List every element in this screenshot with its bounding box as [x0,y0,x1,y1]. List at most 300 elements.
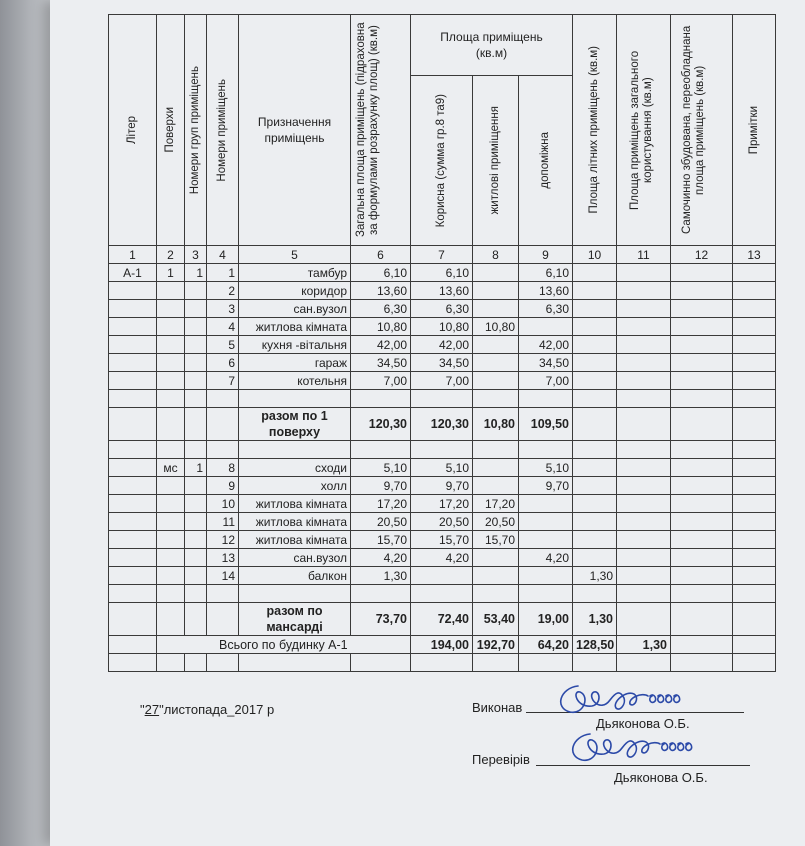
summer-area-cell [573,318,617,336]
floor-cell [157,318,185,336]
total-area-cell: 42,00 [351,336,411,354]
illegal-area-cell [671,459,733,477]
empty-cell [185,603,207,636]
empty-cell [109,636,157,654]
living-area-cell [473,477,519,495]
empty-cell [157,585,185,603]
living-area-cell [473,354,519,372]
empty-cell [207,603,239,636]
purpose-cell: житлова кімната [239,531,351,549]
living-area-cell: 15,70 [473,531,519,549]
table-row [109,513,776,531]
empty-cell [733,441,776,459]
performed-name: Дьяконова О.Б. [596,716,690,731]
table-row [109,495,776,513]
useful-area-cell: 6,10 [411,264,473,282]
useful-area-cell: 13,60 [411,282,473,300]
summary-total: 73,70 [351,603,411,636]
column-number: 12 [671,246,733,264]
empty-cell [207,441,239,459]
table-row [109,459,776,477]
room-number-cell: 12 [207,531,239,549]
purpose-cell: тамбур [239,264,351,282]
date-rest: "листопада_2017 р [159,702,275,717]
useful-area-cell: 9,70 [411,477,473,495]
floor-cell [157,336,185,354]
empty-cell [239,654,351,672]
header-liter: Літер [109,15,157,246]
auxiliary-area-cell [519,567,573,585]
auxiliary-area-cell [519,531,573,549]
area-table [108,14,776,672]
liter-cell [109,513,157,531]
room-number-cell: 4 [207,318,239,336]
empty-cell [239,390,351,408]
liter-cell [109,477,157,495]
notes-cell [733,282,776,300]
common-area-cell [617,336,671,354]
date-day: 27 [144,702,160,717]
living-area-cell: 10,80 [473,318,519,336]
summer-area-cell [573,354,617,372]
total-area-cell: 6,30 [351,300,411,318]
group-cell: 1 [185,264,207,282]
summary-label: разом по 1 поверху [239,408,351,441]
common-area-cell [617,549,671,567]
illegal-area-cell [671,549,733,567]
auxiliary-area-cell [519,513,573,531]
purpose-cell: сходи [239,459,351,477]
empty-cell [573,390,617,408]
useful-area-cell [411,567,473,585]
summer-area-cell [573,372,617,390]
floor-cell [157,300,185,318]
total-area-cell: 4,20 [351,549,411,567]
table-row [109,318,776,336]
floor-cell [157,477,185,495]
room-number-cell: 1 [207,264,239,282]
empty-cell [733,585,776,603]
column-number: 8 [473,246,519,264]
floor-cell [157,567,185,585]
empty-cell [157,654,185,672]
empty-cell [185,585,207,603]
total-area-cell: 15,70 [351,531,411,549]
purpose-cell: холл [239,477,351,495]
auxiliary-area-cell: 7,00 [519,372,573,390]
grand-total-useful: 192,70 [473,636,519,654]
floor-cell [157,372,185,390]
header-notes: Примітки [733,15,776,246]
floor-cell [157,549,185,567]
empty-cell [671,408,733,441]
empty-row [109,654,776,672]
empty-cell [109,408,157,441]
empty-cell [519,390,573,408]
empty-cell [671,441,733,459]
empty-cell [411,585,473,603]
room-number-cell: 5 [207,336,239,354]
column-number: 7 [411,246,473,264]
room-number-cell: 10 [207,495,239,513]
common-area-cell [617,372,671,390]
empty-cell [109,654,157,672]
floor-cell [157,354,185,372]
summer-area-cell [573,531,617,549]
empty-cell [733,408,776,441]
empty-cell [617,654,671,672]
floor-cell [157,282,185,300]
empty-cell [185,441,207,459]
table-row [109,372,776,390]
empty-row [109,390,776,408]
common-area-cell [617,318,671,336]
empty-cell [109,603,157,636]
total-area-cell: 6,10 [351,264,411,282]
header-summer: Площа літних приміщень (кв.м) [573,15,617,246]
liter-cell [109,282,157,300]
living-area-cell [473,372,519,390]
summer-area-cell [573,264,617,282]
notes-cell [733,567,776,585]
notes-cell [733,264,776,282]
group-cell [185,300,207,318]
empty-cell [157,441,185,459]
notes-cell [733,513,776,531]
notes-cell [733,477,776,495]
summer-area-cell [573,336,617,354]
notes-cell [733,531,776,549]
column-number: 10 [573,246,617,264]
notes-cell [733,354,776,372]
empty-cell [157,408,185,441]
room-number-cell: 7 [207,372,239,390]
total-area-cell: 5,10 [351,459,411,477]
summary-label: разом по мансарді [239,603,351,636]
summary-aux: 109,50 [519,408,573,441]
empty-cell [411,390,473,408]
empty-row [109,441,776,459]
floor-cell [157,495,185,513]
empty-row [109,585,776,603]
total-area-cell: 13,60 [351,282,411,300]
room-number-cell: 3 [207,300,239,318]
notes-cell [733,336,776,354]
empty-cell [207,585,239,603]
column-number: 11 [617,246,671,264]
empty-cell [207,408,239,441]
living-area-cell [473,336,519,354]
useful-area-cell: 6,30 [411,300,473,318]
common-area-cell [617,354,671,372]
group-cell [185,477,207,495]
liter-cell [109,495,157,513]
total-area-cell: 20,50 [351,513,411,531]
empty-cell [573,654,617,672]
page-shadow [0,0,50,846]
group-cell [185,354,207,372]
table-row [109,264,776,282]
liter-cell [109,549,157,567]
living-area-cell: 17,20 [473,495,519,513]
summary-living: 53,40 [473,603,519,636]
group-cell [185,318,207,336]
useful-area-cell: 20,50 [411,513,473,531]
grand-total-total: 194,00 [411,636,473,654]
liter-cell [109,531,157,549]
common-area-cell [617,264,671,282]
living-area-cell [473,459,519,477]
liter-cell [109,567,157,585]
empty-cell [671,603,733,636]
column-number: 3 [185,246,207,264]
useful-area-cell: 42,00 [411,336,473,354]
auxiliary-area-cell: 13,60 [519,282,573,300]
column-number: 1 [109,246,157,264]
auxiliary-area-cell: 6,10 [519,264,573,282]
header-floors: Поверхи [157,15,185,246]
illegal-area-cell [671,336,733,354]
empty-cell [207,390,239,408]
grand-total-aux: 128,50 [573,636,617,654]
summary-living: 10,80 [473,408,519,441]
notes-cell [733,300,776,318]
header-common: Площа приміщень загального користування (кв.м) [617,15,671,246]
summer-area-cell [573,513,617,531]
header-useful: Корисна (сумма гр.8 та9) [411,76,473,246]
empty-cell [351,585,411,603]
liter-cell: А-1 [109,264,157,282]
illegal-area-cell [671,318,733,336]
illegal-area-cell [671,264,733,282]
summer-area-cell [573,282,617,300]
illegal-area-cell [671,300,733,318]
empty-cell [411,441,473,459]
summary-row [109,603,776,636]
empty-cell [351,390,411,408]
date-quote: " [140,702,145,717]
empty-cell [519,585,573,603]
notes-cell [733,549,776,567]
purpose-cell: сан.вузол [239,549,351,567]
notes-cell [733,495,776,513]
group-cell [185,495,207,513]
checked-label: Перевірів [472,752,530,767]
empty-cell [239,441,351,459]
room-number-cell: 8 [207,459,239,477]
empty-cell [185,654,207,672]
empty-cell [519,654,573,672]
summary-summer [573,408,617,441]
useful-area-cell: 10,80 [411,318,473,336]
empty-cell [573,441,617,459]
notes-cell [733,459,776,477]
purpose-cell: сан.вузол [239,300,351,318]
header-illegal: Самочинно збудована, переобладнана площа приміщень (кв.м) [671,15,733,246]
empty-cell [617,603,671,636]
group-cell [185,549,207,567]
living-area-cell [473,264,519,282]
liter-cell [109,354,157,372]
illegal-area-cell [671,531,733,549]
empty-cell [185,408,207,441]
empty-cell [109,441,157,459]
empty-cell [351,441,411,459]
total-area-cell: 17,20 [351,495,411,513]
summary-useful: 120,30 [411,408,473,441]
common-area-cell [617,567,671,585]
empty-cell [671,390,733,408]
empty-cell [671,636,733,654]
useful-area-cell: 17,20 [411,495,473,513]
column-number: 13 [733,246,776,264]
grand-total-row [109,636,776,654]
checked-name: Дьяконова О.Б. [614,770,708,785]
room-number-cell: 13 [207,549,239,567]
grand-total-living: 64,20 [519,636,573,654]
table-row [109,336,776,354]
living-area-cell [473,282,519,300]
header-group-numbers: Номери груп приміщень [185,15,207,246]
summary-useful: 72,40 [411,603,473,636]
grand-total-label: Всього по будинку А-1 [157,636,411,654]
empty-cell [157,390,185,408]
common-area-cell [617,282,671,300]
floor-cell: мс [157,459,185,477]
header-auxiliary: допоміжна [519,76,573,246]
illegal-area-cell [671,282,733,300]
floor-cell [157,531,185,549]
group-cell [185,531,207,549]
header-total-area: Загальна площа приміщень (підраховна за формулами розрахунку площ) (кв.м) [351,15,411,246]
living-area-cell [473,549,519,567]
empty-cell [109,390,157,408]
notes-cell [733,318,776,336]
floor-cell: 1 [157,264,185,282]
purpose-cell: житлова кімната [239,495,351,513]
empty-cell [109,585,157,603]
header-row-top [109,15,776,76]
header-purpose: Призначення приміщень [239,15,351,246]
purpose-cell: житлова кімната [239,318,351,336]
empty-cell [519,441,573,459]
illegal-area-cell [671,495,733,513]
table-row [109,567,776,585]
room-number-cell: 2 [207,282,239,300]
group-cell [185,282,207,300]
useful-area-cell: 7,00 [411,372,473,390]
empty-cell [351,654,411,672]
performed-label: Виконав [472,700,523,715]
illegal-area-cell [671,354,733,372]
empty-cell [411,654,473,672]
area-table-body [109,246,776,672]
summary-row [109,408,776,441]
empty-cell [239,585,351,603]
common-area-cell [617,459,671,477]
total-area-cell: 7,00 [351,372,411,390]
auxiliary-area-cell: 5,10 [519,459,573,477]
room-number-cell: 9 [207,477,239,495]
liter-cell [109,300,157,318]
total-area-cell: 34,50 [351,354,411,372]
common-area-cell [617,531,671,549]
total-area-cell: 10,80 [351,318,411,336]
purpose-cell: котельня [239,372,351,390]
column-number: 4 [207,246,239,264]
auxiliary-area-cell: 9,70 [519,477,573,495]
group-cell [185,372,207,390]
group-cell [185,336,207,354]
header-living: житлові приміщення [473,76,519,246]
empty-cell [617,585,671,603]
header-area-group: Площа приміщень (кв.м) [411,15,573,76]
floor-cell [157,513,185,531]
summer-area-cell: 1,30 [573,567,617,585]
living-area-cell [473,300,519,318]
illegal-area-cell [671,513,733,531]
summer-area-cell [573,459,617,477]
liter-cell [109,318,157,336]
common-area-cell [617,300,671,318]
auxiliary-area-cell: 42,00 [519,336,573,354]
table-row [109,300,776,318]
common-area-cell [617,495,671,513]
grand-total-summer: 1,30 [617,636,671,654]
auxiliary-area-cell: 4,20 [519,549,573,567]
auxiliary-area-cell [519,318,573,336]
empty-cell [617,390,671,408]
purpose-cell: гараж [239,354,351,372]
liter-cell [109,336,157,354]
empty-cell [473,654,519,672]
common-area-cell [617,513,671,531]
empty-cell [617,408,671,441]
liter-cell [109,372,157,390]
column-number: 6 [351,246,411,264]
total-area-cell: 9,70 [351,477,411,495]
summary-aux: 19,00 [519,603,573,636]
empty-cell [473,441,519,459]
illegal-area-cell [671,477,733,495]
area-table-wrapper [108,14,776,672]
column-number: 5 [239,246,351,264]
empty-cell [207,654,239,672]
table-row [109,477,776,495]
summer-area-cell [573,477,617,495]
table-row [109,549,776,567]
illegal-area-cell [671,372,733,390]
purpose-cell: коридор [239,282,351,300]
useful-area-cell: 15,70 [411,531,473,549]
room-number-cell: 6 [207,354,239,372]
header-room-numbers: Номери приміщень [207,15,239,246]
auxiliary-area-cell [519,495,573,513]
summer-area-cell [573,549,617,567]
empty-cell [573,585,617,603]
empty-cell [185,390,207,408]
illegal-area-cell [671,567,733,585]
column-number: 9 [519,246,573,264]
notes-cell [733,372,776,390]
summary-total: 120,30 [351,408,411,441]
group-cell: 1 [185,459,207,477]
empty-cell [473,390,519,408]
summer-area-cell [573,495,617,513]
useful-area-cell: 4,20 [411,549,473,567]
useful-area-cell: 5,10 [411,459,473,477]
room-number-cell: 11 [207,513,239,531]
